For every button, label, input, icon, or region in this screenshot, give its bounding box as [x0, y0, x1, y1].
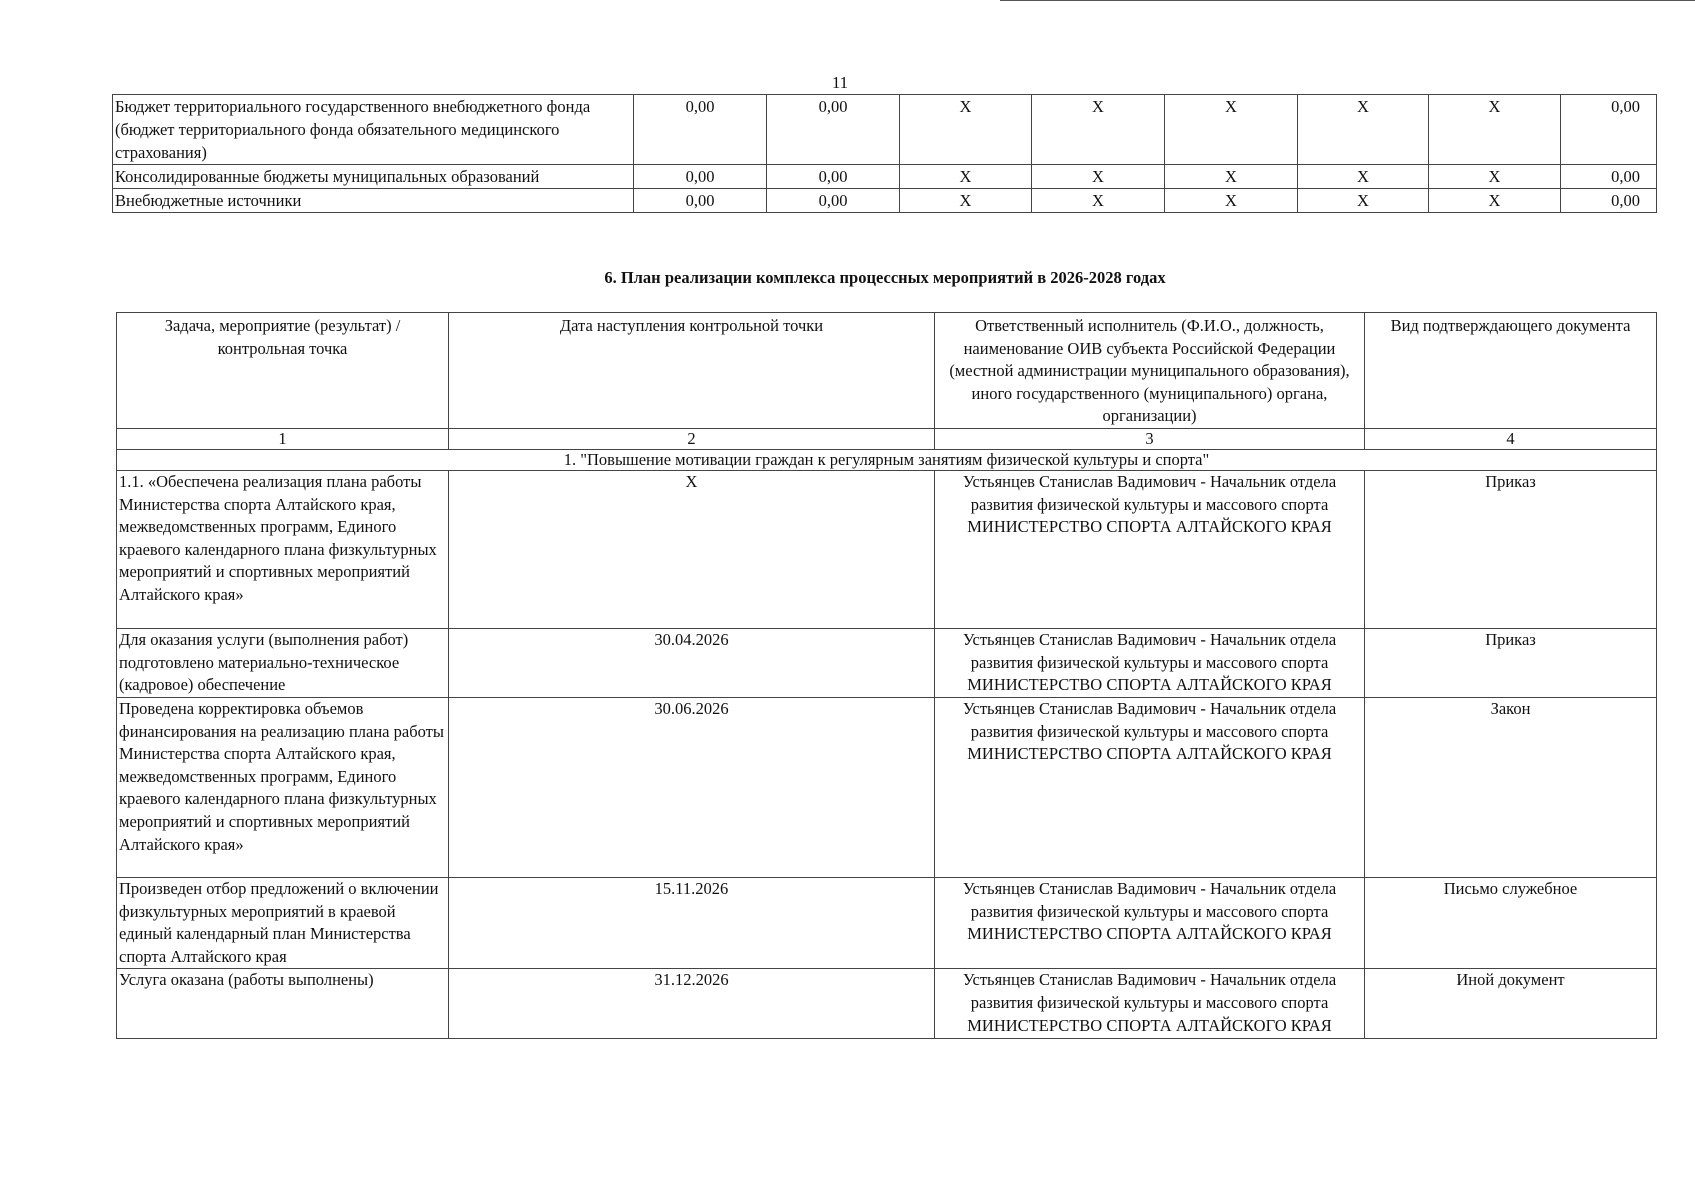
budget-value: X: [1298, 165, 1429, 189]
plan-table: [116, 312, 1657, 1039]
header-document: Вид подтверждающего документа: [1365, 313, 1657, 429]
budget-sources-table: [112, 94, 1657, 213]
plan-item: Для оказания услуги (выполнения работ) подготовлено материально-техническое (кадровое) обеспечение: [117, 628, 449, 697]
budget-row: [113, 189, 1657, 213]
plan-document: Закон: [1365, 697, 1657, 877]
budget-value: X: [1429, 165, 1561, 189]
scan-edge-line: [1000, 0, 1695, 1]
budget-source: Внебюджетные источники: [113, 189, 634, 213]
budget-value: 0,00: [767, 189, 900, 213]
plan-document: Приказ: [1365, 628, 1657, 697]
column-number: 2: [449, 428, 935, 449]
header-date: Дата наступления контрольной точки: [449, 313, 935, 429]
budget-value: X: [1032, 165, 1165, 189]
plan-date: 30.04.2026: [449, 628, 935, 697]
column-number: 1: [117, 428, 449, 449]
page-number: 11: [831, 73, 849, 92]
plan-document: Приказ: [1365, 470, 1657, 628]
budget-value: X: [1032, 189, 1165, 213]
budget-value: 0,00: [634, 189, 767, 213]
plan-row: [117, 470, 1657, 628]
plan-item: Произведен отбор предложений о включении физкультурных мероприятий в краевой единый календарный план Министерства спорта Алтайского края: [117, 877, 449, 968]
plan-row: [117, 877, 1657, 968]
plan-responsible: Устьянцев Станислав Вадимович - Начальник отдела развития физической культуры и массового спорта МИНИСТЕРСТВО СПОРТА АЛТАЙСКОГО КРАЯ: [935, 628, 1365, 697]
budget-value: X: [1298, 95, 1429, 165]
header-row: [117, 313, 1657, 429]
plan-responsible: Устьянцев Станислав Вадимович - Начальник отдела развития физической культуры и массового спорта МИНИСТЕРСТВО СПОРТА АЛТАЙСКОГО КРАЯ: [935, 470, 1365, 628]
plan-row: [117, 628, 1657, 697]
budget-value: 0,00: [634, 95, 767, 165]
budget-value: 0,00: [1561, 95, 1657, 165]
plan-date: 30.06.2026: [449, 697, 935, 877]
plan-date: 15.11.2026: [449, 877, 935, 968]
budget-value: X: [1165, 95, 1298, 165]
budget-source: Бюджет территориального государственного внебюджетного фонда (бюджет территориального фонда обязательного медицинского страхования): [113, 95, 634, 165]
plan-document: Иной документ: [1365, 969, 1657, 1039]
budget-value: X: [1165, 165, 1298, 189]
header-task: Задача, мероприятие (результат) / контрольная точка: [117, 313, 449, 429]
budget-value: X: [1298, 189, 1429, 213]
plan-date: 31.12.2026: [449, 969, 935, 1039]
plan-responsible: Устьянцев Станислав Вадимович - Начальник отдела развития физической культуры и массового спорта МИНИСТЕРСТВО СПОРТА АЛТАЙСКОГО КРАЯ: [935, 969, 1365, 1039]
column-numbers-row: [117, 428, 1657, 449]
plan-item: 1.1. «Обеспечена реализация плана работы Министерства спорта Алтайского края, межведомственных программ, Единого краевого календарного плана физкультурных мероприятий и спортивных мероприятий Алтайского края»: [117, 470, 449, 628]
budget-value: 0,00: [1561, 165, 1657, 189]
budget-value: X: [1429, 189, 1561, 213]
budget-row: [113, 95, 1657, 165]
plan-document: Письмо служебное: [1365, 877, 1657, 968]
plan-item: Услуга оказана (работы выполнены): [117, 969, 449, 1039]
budget-value: X: [1032, 95, 1165, 165]
plan-item: Проведена корректировка объемов финансирования на реализацию плана работы Министерства спорта Алтайского края, межведомственных программ, Единого краевого календарного плана физкультурных мероприятий и спортивных мероприятий Алтайского края»: [117, 697, 449, 877]
budget-source: Консолидированные бюджеты муниципальных образований: [113, 165, 634, 189]
plan-row: [117, 697, 1657, 877]
section-title: 6. План реализации комплекса процессных мероприятий в 2026-2028 годах: [604, 268, 1166, 287]
budget-value: 0,00: [634, 165, 767, 189]
header-responsible: Ответственный исполнитель (Ф.И.О., должность, наименование ОИВ субъекта Российской Федерации (местной администрации муниципального образования), иного государственного (муниципального) органа, организации): [935, 313, 1365, 429]
task-row: [117, 449, 1657, 470]
budget-value: X: [1165, 189, 1298, 213]
task-title: 1. "Повышение мотивации граждан к регулярным занятиям физической культуры и спорта": [117, 449, 1657, 470]
plan-date: X: [449, 470, 935, 628]
budget-value: 0,00: [1561, 189, 1657, 213]
budget-value: 0,00: [767, 165, 900, 189]
budget-value: X: [900, 189, 1032, 213]
plan-responsible: Устьянцев Станислав Вадимович - Начальник отдела развития физической культуры и массового спорта МИНИСТЕРСТВО СПОРТА АЛТАЙСКОГО КРАЯ: [935, 697, 1365, 877]
plan-row: [117, 969, 1657, 1039]
column-number: 4: [1365, 428, 1657, 449]
budget-value: X: [1429, 95, 1561, 165]
column-number: 3: [935, 428, 1365, 449]
plan-responsible: Устьянцев Станислав Вадимович - Начальник отдела развития физической культуры и массового спорта МИНИСТЕРСТВО СПОРТА АЛТАЙСКОГО КРАЯ: [935, 877, 1365, 968]
budget-row: [113, 165, 1657, 189]
budget-value: X: [900, 165, 1032, 189]
budget-value: 0,00: [767, 95, 900, 165]
budget-value: X: [900, 95, 1032, 165]
